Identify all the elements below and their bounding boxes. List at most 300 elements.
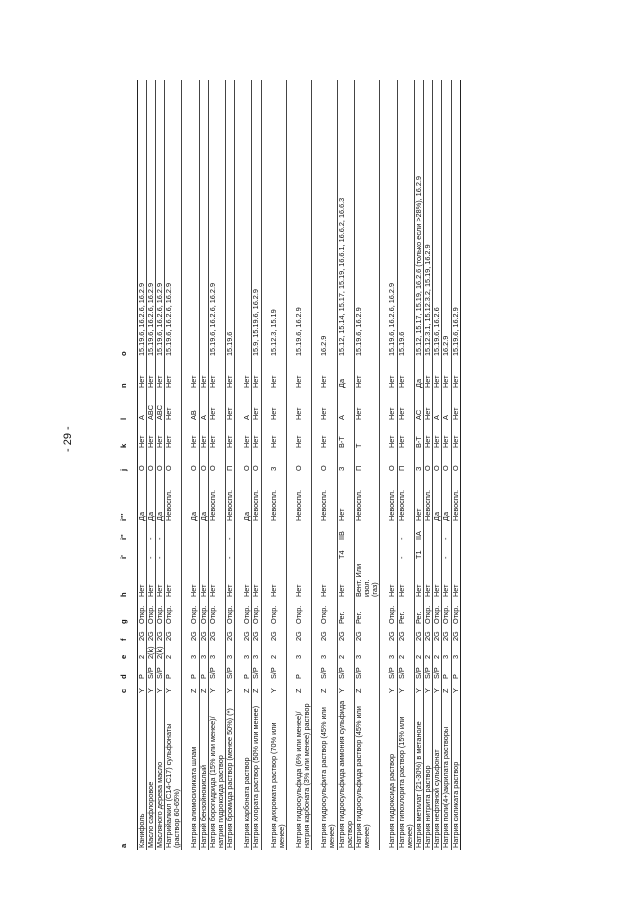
cell-d: S/P xyxy=(270,661,287,681)
cell-i3: Невоспл. xyxy=(226,473,235,523)
cell-f: 2G xyxy=(208,626,225,643)
cell-d: P xyxy=(295,661,312,681)
cell-o: 15.19.6, 16.2.6, 16.2.9 xyxy=(388,80,397,358)
cell-o: 15.19.6, 16.2.6, 16.2.9 xyxy=(137,80,146,358)
cell-h: Нет xyxy=(414,561,423,599)
cell-j: O xyxy=(424,450,433,473)
cell-a: Натрия хлората раствор (50% или менее) xyxy=(252,695,261,850)
cell-a: Масляного дерева масло xyxy=(155,695,164,850)
cell-a: Масло сафлоровое xyxy=(146,695,155,850)
cell-n: Да xyxy=(414,358,423,390)
cell-j: O xyxy=(146,450,155,473)
cell-o xyxy=(190,80,199,358)
cell-i1 xyxy=(270,542,287,561)
cell-h: Нет xyxy=(137,561,146,599)
column-header: n xyxy=(119,383,128,388)
cell-j: З xyxy=(337,450,354,473)
cell-k: Нет xyxy=(397,422,414,450)
cell-d: S/P xyxy=(397,661,414,681)
cell-e: 2(k) xyxy=(146,643,155,661)
cell-n: Нет xyxy=(442,358,451,390)
cell-n: Нет xyxy=(388,358,397,390)
cell-f: 2G xyxy=(190,626,199,643)
column-header: i' xyxy=(119,555,128,559)
cell-a: Натрия гидроксида раствор xyxy=(388,695,397,850)
cell-g: Откр. xyxy=(208,599,225,626)
cell-e: 3 xyxy=(451,643,460,661)
cell-i3: Невоспл. xyxy=(320,473,337,523)
cell-a: Натрия нефтяной сульфонат xyxy=(433,695,442,850)
cell-i1: - xyxy=(442,542,451,561)
cell-f: 2G xyxy=(442,626,451,643)
cell-h: Нет xyxy=(190,561,199,599)
column-header: h xyxy=(119,592,128,597)
cell-n: Да xyxy=(337,358,354,390)
cell-k: Нет xyxy=(243,422,252,450)
table-row xyxy=(451,80,460,850)
cell-i1 xyxy=(295,542,312,561)
cell-a: Натрия метилат (21-30%) в метаноле xyxy=(414,695,423,850)
cell-h: Нет xyxy=(433,561,442,599)
cell-c: Y xyxy=(137,681,146,695)
cell-i1: - xyxy=(155,542,164,561)
cell-j: З xyxy=(414,450,423,473)
cell-a: Натрия нитрита раствор xyxy=(424,695,433,850)
cell-i1 xyxy=(165,542,182,561)
cell-j: O xyxy=(252,450,261,473)
cell-d: S/P xyxy=(414,661,423,681)
cell-g: Откр. xyxy=(165,599,182,626)
cell-c: Z xyxy=(252,681,261,695)
cell-k: Нет xyxy=(270,422,287,450)
cell-l: Нет xyxy=(208,390,225,422)
cell-i3: Невоспл. xyxy=(354,473,380,523)
cell-i2: - xyxy=(442,523,451,542)
cell-g: Откр. xyxy=(252,599,261,626)
cell-i1 xyxy=(320,542,337,561)
cell-g: Откр. xyxy=(424,599,433,626)
cell-i3: Нет xyxy=(414,473,423,523)
cell-g: Рег. xyxy=(354,599,380,626)
cell-e: 2 xyxy=(137,643,146,661)
cell-g: Откр. xyxy=(226,599,235,626)
cell-i3: Невоспл. xyxy=(424,473,433,523)
cell-i1: T4 xyxy=(337,542,354,561)
cell-i2 xyxy=(252,523,261,542)
cell-h: Нет xyxy=(226,561,235,599)
cell-e: 2(k) xyxy=(155,643,164,661)
cell-i2 xyxy=(424,523,433,542)
cell-h: Нет xyxy=(270,561,287,599)
cell-c: Y xyxy=(424,681,433,695)
cell-o: 15.19.6, 16.2.6, 16.2.9 xyxy=(208,80,225,358)
table-row xyxy=(165,80,182,850)
cell-g: Откр. xyxy=(190,599,199,626)
cell-i1 xyxy=(451,542,460,561)
table-row xyxy=(137,80,146,850)
cell-e: 2 xyxy=(337,643,354,661)
cell-o: 15.19.6 xyxy=(226,80,235,358)
cell-h: Нет xyxy=(442,561,451,599)
cell-i3: Невоспл. xyxy=(208,473,225,523)
table-row xyxy=(199,80,208,850)
cell-f: 2G xyxy=(433,626,442,643)
cell-l: ABC xyxy=(155,390,164,422)
cell-i2: - xyxy=(155,523,164,542)
cell-n: Нет xyxy=(451,358,460,390)
column-header: o xyxy=(119,351,128,356)
cell-i1 xyxy=(388,542,397,561)
cell-o: 15.19.6, 16.2.6, 16.2.9 xyxy=(146,80,155,358)
cell-h: Нет xyxy=(252,561,261,599)
cell-i3: Невоспл. xyxy=(397,473,414,523)
cell-e: 2 xyxy=(397,643,414,661)
cell-i2 xyxy=(199,523,208,542)
header-row xyxy=(120,80,137,850)
cell-d: S/P xyxy=(252,661,261,681)
cell-g: Откр. xyxy=(137,599,146,626)
cell-f: 2G xyxy=(155,626,164,643)
column-header: c xyxy=(119,688,128,693)
cell-l: AB xyxy=(190,390,199,422)
cell-d: P xyxy=(137,661,146,681)
cell-k: Нет xyxy=(208,422,225,450)
table-row xyxy=(397,80,414,850)
cell-l: A xyxy=(337,390,354,422)
cell-d: S/P xyxy=(146,661,155,681)
cell-f: 2G xyxy=(388,626,397,643)
cell-k: Нет xyxy=(252,422,261,450)
cell-i2 xyxy=(295,523,312,542)
cell-g: Откр. xyxy=(442,599,451,626)
table-row xyxy=(320,80,337,850)
cell-i3: Да xyxy=(433,473,442,523)
table-row xyxy=(190,80,199,850)
cell-l: Нет xyxy=(270,390,287,422)
cell-n: Нет xyxy=(320,358,337,390)
cell-c: Z xyxy=(320,681,337,695)
cell-i3: Да xyxy=(146,473,155,523)
cell-c: Z xyxy=(354,681,380,695)
cell-a: Натрия гидросульфида раствор (45% или менее) xyxy=(354,695,380,850)
cell-k: Нет xyxy=(190,422,199,450)
cell-i3: Невоспл. xyxy=(388,473,397,523)
cell-g: Откр. xyxy=(270,599,287,626)
cell-e: 3 xyxy=(354,643,380,661)
cell-c: Y xyxy=(165,681,182,695)
cell-h: Нет xyxy=(199,561,208,599)
column-header: l xyxy=(119,417,128,420)
cell-l: Нет xyxy=(320,390,337,422)
cell-l: A xyxy=(433,390,442,422)
cell-i3: Невоспл. xyxy=(252,473,261,523)
cell-l: Нет xyxy=(354,390,380,422)
cell-h: Вент. Или изол. (газ) xyxy=(354,561,380,599)
column-header: i''' xyxy=(119,513,128,521)
cell-l: A xyxy=(243,390,252,422)
cell-i3: Невоспл. xyxy=(270,473,287,523)
cell-i3: Да xyxy=(243,473,252,523)
cell-i3: Да xyxy=(190,473,199,523)
cell-d: S/P xyxy=(337,661,354,681)
cell-e: 3 xyxy=(388,643,397,661)
cell-i3: Невоспл. xyxy=(295,473,312,523)
cell-i3: Да xyxy=(442,473,451,523)
cell-d: S/P xyxy=(320,661,337,681)
cell-c: Y xyxy=(226,681,235,695)
cell-j: O xyxy=(208,450,225,473)
cell-i2: IIB xyxy=(337,523,354,542)
cell-l: Нет xyxy=(295,390,312,422)
cell-l: AC xyxy=(414,390,423,422)
cell-i2 xyxy=(388,523,397,542)
cell-d: S/P xyxy=(226,661,235,681)
cell-g: Рег. xyxy=(414,599,423,626)
cell-i3: Да xyxy=(199,473,208,523)
column-header: f xyxy=(119,638,128,641)
cell-h: Нет xyxy=(320,561,337,599)
cell-k: Нет xyxy=(165,422,182,450)
cell-k: Нет xyxy=(295,422,312,450)
cell-o: 15.19.6, 16.2.9 xyxy=(354,80,380,358)
cell-k: Нет xyxy=(199,422,208,450)
cell-l: Нет xyxy=(252,390,261,422)
cell-c: Z xyxy=(199,681,208,695)
cell-d: S/P xyxy=(208,661,225,681)
cell-k: Т xyxy=(354,422,380,450)
cell-f: 2G xyxy=(146,626,155,643)
cell-e: 2 xyxy=(433,643,442,661)
cell-f: 2G xyxy=(320,626,337,643)
cell-o: 15.12, 15.17, 15.19, 16.2.6 (только если >28%), 16.2.9 xyxy=(414,80,423,358)
table-row xyxy=(208,80,225,850)
cell-k: Нет xyxy=(388,422,397,450)
cell-i1: - xyxy=(146,542,155,561)
cell-d: P xyxy=(165,661,182,681)
cell-g: Рег. xyxy=(337,599,354,626)
cell-h: Нет xyxy=(155,561,164,599)
cell-f: 2G xyxy=(397,626,414,643)
table-row xyxy=(226,80,235,850)
cell-i2 xyxy=(243,523,252,542)
cell-i2 xyxy=(165,523,182,542)
cell-i2: - xyxy=(397,523,414,542)
cell-f: 2G xyxy=(295,626,312,643)
cell-i2 xyxy=(190,523,199,542)
cell-n: Нет xyxy=(155,358,164,390)
cell-i1: T1 xyxy=(414,542,423,561)
cell-k: В-Т xyxy=(337,422,354,450)
column-header: e xyxy=(119,654,128,659)
cell-f: 2G xyxy=(243,626,252,643)
cell-o: 15.19.6, 16.2.6, 16.2.9 xyxy=(165,80,182,358)
cell-l: Нет xyxy=(226,390,235,422)
cell-l: Нет xyxy=(424,390,433,422)
cell-g: Откр. xyxy=(243,599,252,626)
cell-k: Нет xyxy=(155,422,164,450)
cell-g: Откр. xyxy=(295,599,312,626)
cell-j: O xyxy=(165,450,182,473)
cell-o: 15.19.6, 16.2.9 xyxy=(295,80,312,358)
cell-n: Нет xyxy=(243,358,252,390)
cell-l: A xyxy=(442,390,451,422)
cell-j: O xyxy=(155,450,164,473)
cell-e: 3 xyxy=(295,643,312,661)
table-row xyxy=(270,80,287,850)
cell-l: Нет xyxy=(397,390,414,422)
cell-c: Z xyxy=(442,681,451,695)
cell-i1: - xyxy=(226,542,235,561)
cell-j: O xyxy=(320,450,337,473)
cell-a: Натрия гидросульфида (6% или менее)/ натрия карбоната (3% или менее) раствор xyxy=(295,695,312,850)
column-header: j xyxy=(119,468,128,471)
cell-a: Натрия силиката раствор xyxy=(451,695,460,850)
cell-o: 15.19.6, 16.2.9 xyxy=(451,80,460,358)
cell-c: Y xyxy=(337,681,354,695)
cell-j: O xyxy=(243,450,252,473)
cell-i1 xyxy=(199,542,208,561)
cell-i3: Невоспл. xyxy=(451,473,460,523)
page-number: - 29 - xyxy=(62,426,74,452)
cell-j: O xyxy=(433,450,442,473)
cell-f: 2G xyxy=(137,626,146,643)
cell-a: Натрия гидросульфита раствор (45% или менее) xyxy=(320,695,337,850)
cell-d: S/P xyxy=(424,661,433,681)
table-body xyxy=(137,80,460,850)
cell-i3: Невоспл. xyxy=(165,473,182,523)
cell-c: Z xyxy=(243,681,252,695)
cell-d: P xyxy=(199,661,208,681)
cell-n: Нет xyxy=(226,358,235,390)
cell-i2: - xyxy=(226,523,235,542)
cell-j: O xyxy=(451,450,460,473)
cell-e: 3 xyxy=(442,643,451,661)
cell-c: Y xyxy=(451,681,460,695)
cell-i3: Да xyxy=(137,473,146,523)
column-header: d xyxy=(119,674,128,679)
cell-k: Нет xyxy=(442,422,451,450)
cell-c: Y xyxy=(270,681,287,695)
cell-h: Нет xyxy=(388,561,397,599)
column-header: k xyxy=(119,443,128,448)
cell-o: 15.19.6 xyxy=(397,80,414,358)
cell-c: Y xyxy=(155,681,164,695)
cell-g: Откр. xyxy=(146,599,155,626)
table-row xyxy=(252,80,261,850)
cell-j: O xyxy=(442,450,451,473)
cell-j: O xyxy=(199,450,208,473)
cell-i1: - xyxy=(397,542,414,561)
cell-f: 2G xyxy=(354,626,380,643)
cell-i1 xyxy=(252,542,261,561)
cell-l: Нет xyxy=(451,390,460,422)
cell-i2 xyxy=(451,523,460,542)
cell-d: S/P xyxy=(155,661,164,681)
cell-e: 2 xyxy=(270,643,287,661)
cell-d: S/P xyxy=(388,661,397,681)
cell-i1 xyxy=(354,542,380,561)
cell-c: Y xyxy=(433,681,442,695)
table-row xyxy=(442,80,451,850)
cell-o: 15.19.6, 16.2.6, 16.2.9 xyxy=(155,80,164,358)
cell-n: Нет xyxy=(252,358,261,390)
cell-d: P xyxy=(243,661,252,681)
cell-h: Нет xyxy=(243,561,252,599)
cell-e: 3 xyxy=(190,643,199,661)
cell-i1 xyxy=(190,542,199,561)
table-row xyxy=(354,80,380,850)
cell-e: 2 xyxy=(165,643,182,661)
cell-j: П xyxy=(226,450,235,473)
cell-i1 xyxy=(137,542,146,561)
cell-d: S/P xyxy=(433,661,442,681)
cell-e: 3 xyxy=(320,643,337,661)
table-row xyxy=(337,80,354,850)
cell-n: Нет xyxy=(397,358,414,390)
cell-e: 3 xyxy=(199,643,208,661)
cell-c: Y xyxy=(388,681,397,695)
cell-i2 xyxy=(137,523,146,542)
cell-o xyxy=(199,80,208,358)
cell-f: 2G xyxy=(424,626,433,643)
cell-n: Нет xyxy=(190,358,199,390)
cell-k: Нет xyxy=(320,422,337,450)
cell-j: П xyxy=(354,450,380,473)
cell-e: 3 xyxy=(208,643,225,661)
cell-o: 15.19.6, 16.2.6 xyxy=(433,80,442,358)
cell-o: 16.2.9 xyxy=(320,80,337,358)
cell-a: Натрия гидросульфида аммония сульфида раствор xyxy=(337,695,354,850)
cell-o: 16.2.9 xyxy=(442,80,451,358)
cell-h: Нет xyxy=(165,561,182,599)
cell-d: P xyxy=(442,661,451,681)
cell-i3: Да xyxy=(155,473,164,523)
cell-n: Нет xyxy=(354,358,380,390)
cell-g: Откр. xyxy=(320,599,337,626)
table-row xyxy=(146,80,155,850)
cell-k: Нет xyxy=(433,422,442,450)
cell-f: 2G xyxy=(270,626,287,643)
cell-o: 15.9, 15.19.6, 16.2.9 xyxy=(252,80,261,358)
cell-j: O xyxy=(137,450,146,473)
cell-a: Натрия дихромата раствор (70% или менее) xyxy=(270,695,287,850)
cell-i2 xyxy=(354,523,380,542)
cell-n: Нет xyxy=(146,358,155,390)
cell-j: O xyxy=(295,450,312,473)
cell-g: Откр. xyxy=(451,599,460,626)
cell-e: 3 xyxy=(243,643,252,661)
cell-n: Нет xyxy=(270,358,287,390)
cell-k: Нет xyxy=(137,422,146,450)
cell-c: Z xyxy=(295,681,312,695)
cell-g: Рег. xyxy=(397,599,414,626)
cell-a: Натрия поли(4+)акрилата растворы xyxy=(442,695,451,850)
cell-h: Нет xyxy=(397,561,414,599)
cell-c: Z xyxy=(190,681,199,695)
cell-n: Нет xyxy=(433,358,442,390)
cell-n: Нет xyxy=(199,358,208,390)
column-header: g xyxy=(119,619,128,624)
cell-h: Нет xyxy=(337,561,354,599)
cell-n: Нет xyxy=(424,358,433,390)
cell-g: Откр. xyxy=(388,599,397,626)
cell-o: 15.12.3.1, 15.12.3.2, 15.19, 16.2.9 xyxy=(424,80,433,358)
cell-n: Нет xyxy=(137,358,146,390)
cell-k: Нет xyxy=(226,422,235,450)
cell-g: Откр. xyxy=(433,599,442,626)
cell-d: S/P xyxy=(354,661,380,681)
cell-a: Натрия алюмосиликата шлам xyxy=(190,695,199,850)
